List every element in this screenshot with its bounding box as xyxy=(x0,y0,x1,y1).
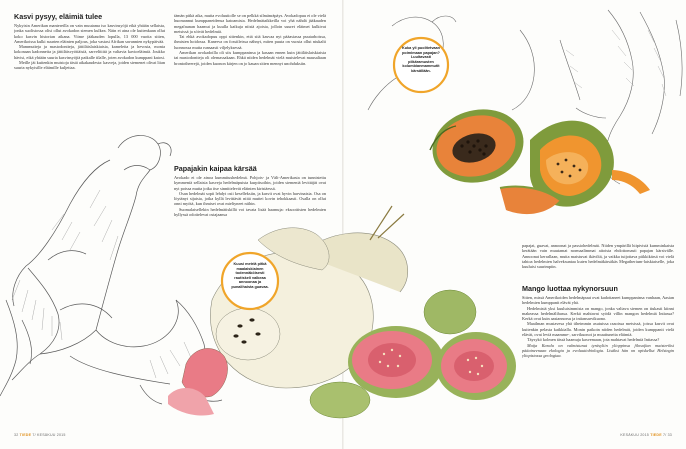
paragraph: Sitten, missä Amerikoiden hedelmäpuut ovat kadottaneet kumppaninsa vanhaan, Aasian hedelmien kumppanit elävät yhä. xyxy=(522,295,674,306)
author-bio: Maija Karala on valmistunut tyräsyliin ylioppinsa filosofian maisteriksi pääaineenaan ekologia ja evoluutiobiologia. Lisäksi hän on opiskellut Helsingin yliopistossa geologiaa. xyxy=(522,342,674,359)
page-number: 32 xyxy=(14,433,19,437)
heading-papajakin: Papajakin kaipaa kärsää xyxy=(174,164,257,173)
paragraph: Täysykö kolmen tässä haamuja kasvemaan, jota mahtavat hedelmiä Intiassa? xyxy=(527,337,660,343)
paragraph: Tai ehkä avokadopuu oppi sittenkin, että sitä kasvaa nyt pääasiassa puutarhoissa, ihmisten hoidossa. Kanerva on fossiileissa nähnyt, miten puuta on vuosia ollut niukalti luonnossa mutta runsaasti viljelyksessä. xyxy=(174,34,326,50)
left-column-2-text xyxy=(174,13,326,161)
callout-top: Kuka yli puolitetvaan poimimaan papajan? Luultavasti piikäramusten kolumbianmammutit kärsällään. xyxy=(402,46,440,73)
section2-text xyxy=(174,175,326,245)
paragraph: Avokado ei ole ainoa kummitushedelmä. Pohjois- ja Väli-Amerikasta on tunnistettu kymmeniä sellaisia kasveja hedelmäpuista kurpitsoihin, joiden siemeniä levittäjät ovat nyt poissa mutta jotka itse sinnittelevät eläinten kiristäessä. xyxy=(174,175,326,191)
section3-text xyxy=(522,295,674,420)
sloth-sketch-top xyxy=(368,16,534,110)
callout-bottom: Kuusi metriä pitkä maalaiskiainen todennäköisesti rautiskeli valkeaa annoonaa ja punalihaista guavaa. xyxy=(231,262,269,289)
paragraph: Meille jäi kuitenkin muistoja tästä aikakaudesta: kasveja, joiden siemenet olivat liian suuria nykyisille eläimille kuljettaa. xyxy=(14,60,165,71)
paragraph: papajat, guavat, annoonat ja passiohedelmät. Niiden ympärillä hiipivistä kumminkaista kerätään vain muutamat normaalimmat aitoista ehdottomasti papajan kärsivälle. Annoonat kerrallaan, mutta maistuvat ikäviltä, ja vaikka tuijottava piikkikärsä voi vielä tahtoa hedelmien halveksuntaa kuten hedelmäkärsäkäs Megatherium-laiskiaiselle, joka kuuluisi suurimpiin. xyxy=(522,243,674,270)
magazine-name: TIEDE xyxy=(19,433,32,437)
paragraph: Amerikan avokadoilla oli siis kumppaninsa ja kasaan ennen kuin jättiläislaiskiaisia tai mastodontteja oli olemassakaan. Ehkä niiden hedelmät vielä muistelevat mausaliaan brontotheerejä, joiden kuonon kärjen on jo kauan sitten mennyt unohduksiin. xyxy=(174,50,326,66)
paragraph: Hedelmistä yksi kuuluisimmista on mango, jonka valtava siemen on tiukasti kiinni makeassa hedelmälihassa. Kerkä mahtavat syödä villin mangon hedelmiä Intiassa? Kerkä ovat kuin aasiannorsu ja intiansarvikuono. xyxy=(522,305,674,322)
paragraph: Suomalaisellekin hedelmätiskillä voi tavata lisää haamuja: eksoottisten hedelmien hyllyssä odottelevat ostajaansa xyxy=(174,206,326,218)
issue-label: 7/ KESÄKUU 2015 xyxy=(32,433,66,437)
right-column-text xyxy=(522,243,674,281)
paragraph: Mammutteja ja mastodontteja, jättiläislaiskiaisia, kameleita ja hevosia, monia kokonaan kadonneita ja jättiläisvyötiäisiä, sarvelitiitä ja valtavia kavioeläimiä. Joukko hävisi, eikä yhtään suuria kasvinsyöjiä paikalle tilalle, joten avokadon kumppani katosi. xyxy=(14,44,165,60)
left-column-1-text xyxy=(14,23,165,118)
papaya-illustration xyxy=(425,100,650,214)
heading-mango: Mango luottaa nykynorsuun xyxy=(522,284,618,293)
magazine-name: TIEDE xyxy=(650,433,662,437)
paragraph: tämän pitkä aika, mutta evoluutiolle se on pelkkä silmänräpäys. Avokadopuu ei ole vielä huomannut kumppaneidensa katoamista. Hedelmätaikkeilla voi yhä nähdä jääkauden megafaunan haamut ja kuulla kaikuja niistä ajoista, jolloin suuret eläimet kulkivat metsissä ja söivät hedelmiä. xyxy=(174,13,326,34)
heading-kasvi-pysyy: Kasvi pysyy, eläimiä tulee xyxy=(14,12,103,21)
issue-label: KESÄKUU 2015 xyxy=(620,433,649,437)
paragraph: Maailman mustavesa yhä tiheimmin asutuissa raaoissa metsissä, joissa kasvit ovat kuitenkin pelasta kaikkialla. Monin paikoin niiden hedelmät, joiden kumppanit vielä elävät, ovat leviä maamme-, sarvikuonot ja muuttuneita eläimiä. xyxy=(522,321,674,338)
paragraph: Osan hedelmät sopii lehdyt osii keselleksiin, ja kasvit ovat hyvin harvinaisia. Osa on löytänyt sijaisia, jotka kyllä levittävät niitä muttei kovin tehokkaasti. Osalla on ollut onni myötä, kun ihmiset ovat mieltyneet niihin. xyxy=(174,190,326,207)
folio-left xyxy=(14,433,66,437)
page-number: 7/ 33 xyxy=(663,433,672,437)
paragraph: Nykyisin Amerikan mantereilla on vain muutama iso kasvinsyöjä eikä yhtään sellaista, jonka suolistossa olisi ollut avokadon siemen kulkea. Näin ei aina ole kuitenkaan ollut koko kasvin historian aikana. Viime jääkauden lopulla, 13 000 vuotta sitten, Amerikoissa kulki suurten eläinten paljous, joka vastasi Afrikan savannien nykypäivää. xyxy=(14,23,165,44)
folio-right xyxy=(620,433,672,437)
